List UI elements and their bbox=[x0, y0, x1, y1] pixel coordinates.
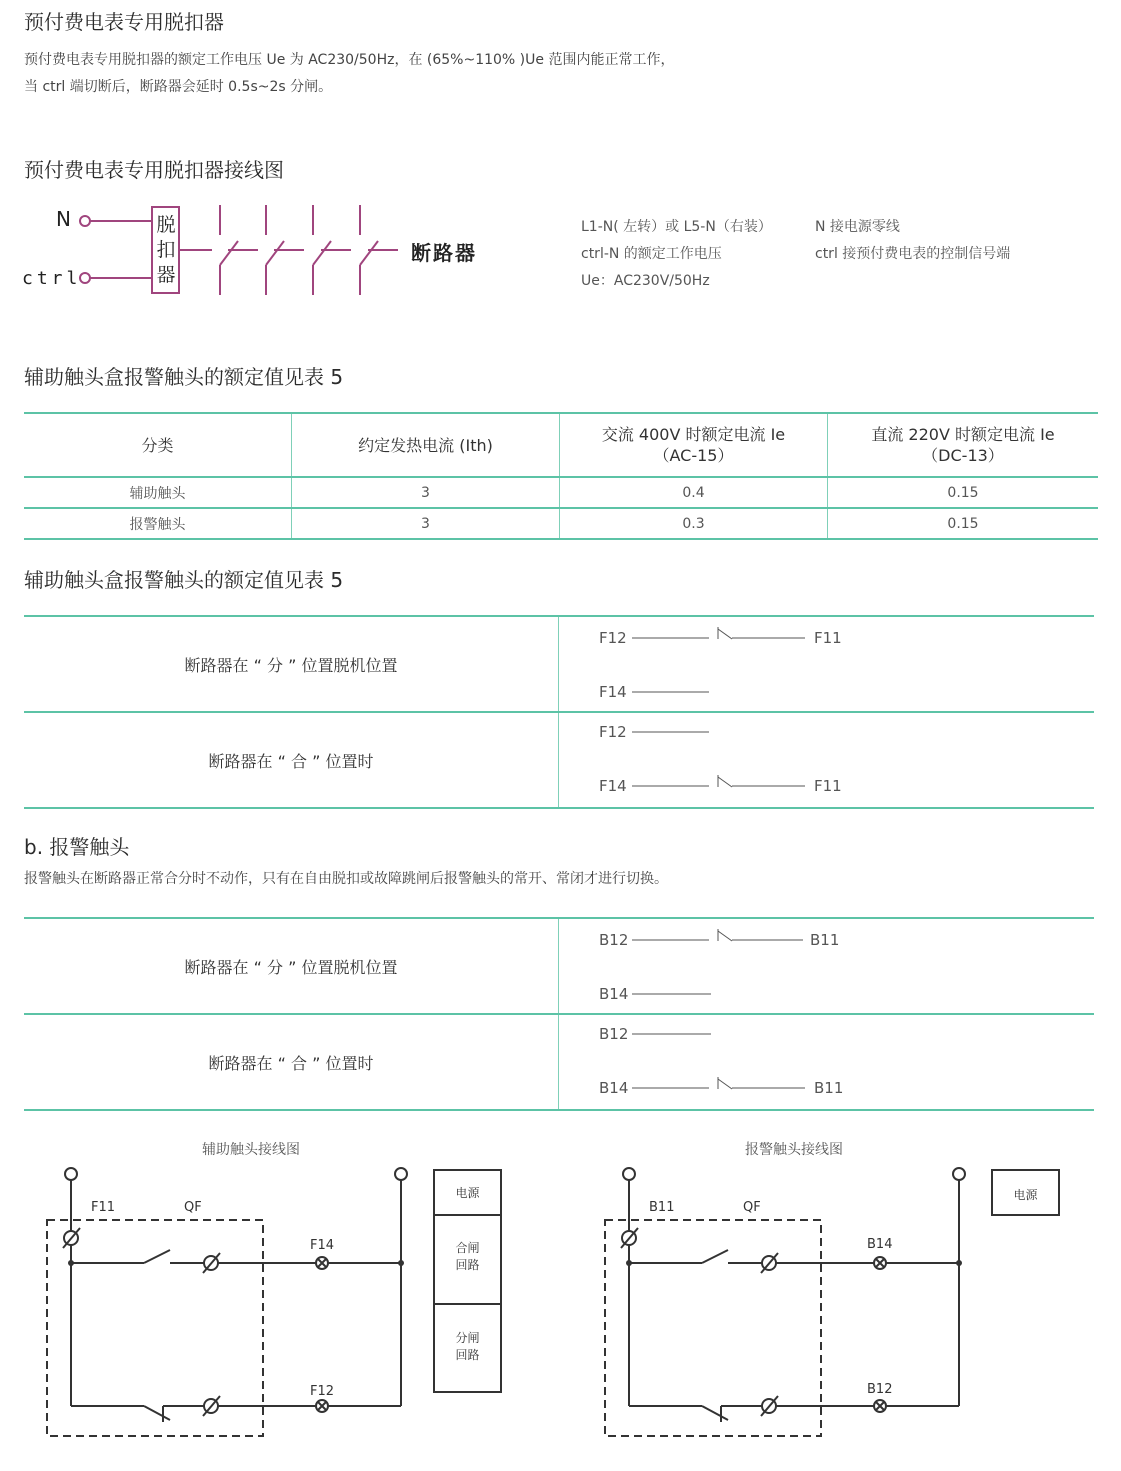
legend-power: 电源 bbox=[455, 1186, 480, 1200]
section-title-wiring: 预付费电表专用脱扣器接线图 bbox=[24, 158, 284, 182]
section-title-release: 预付费电表专用脱扣器 bbox=[24, 10, 224, 34]
terminal-bottom-left: F14 bbox=[599, 777, 627, 795]
table-row bbox=[24, 508, 1098, 539]
table-header-row bbox=[24, 413, 1098, 477]
terminal-top-right: B11 bbox=[810, 931, 840, 949]
state-row bbox=[24, 917, 1094, 1013]
release-char-2: 扣 bbox=[156, 239, 176, 261]
contact-symbol bbox=[629, 919, 809, 1013]
section-title-aux-states: 辅助触头盒报警触头的额定值见表 5 bbox=[24, 568, 344, 592]
alarm-diagram-title: 报警触头接线图 bbox=[745, 1142, 843, 1158]
lamp-top-label: F14 bbox=[310, 1238, 335, 1253]
legend-close-circuit: 合闸 回路 bbox=[455, 1241, 480, 1272]
note-left-1: L1-N( 左转）或 L5-N（右装） bbox=[581, 219, 772, 235]
state-name: 断路器在 “ 合 ” 位置时 bbox=[208, 751, 374, 771]
legend-power: 电源 bbox=[1013, 1188, 1038, 1202]
state-row bbox=[24, 615, 1094, 711]
breaker-label: QF bbox=[743, 1200, 761, 1215]
terminal-top-left: B12 bbox=[599, 1025, 629, 1043]
header-category: 分类 bbox=[141, 435, 174, 455]
contact-label: B11 bbox=[649, 1200, 675, 1215]
state-row bbox=[24, 1013, 1094, 1111]
terminal-bottom-left: B14 bbox=[599, 1079, 629, 1097]
contact-symbol bbox=[629, 1015, 809, 1109]
terminal-bottom-right: B11 bbox=[814, 1079, 844, 1097]
terminal-ctrl-circle bbox=[80, 273, 90, 283]
terminal-bottom-right: F11 bbox=[814, 777, 842, 795]
terminal-bottom-left: B14 bbox=[599, 985, 629, 1003]
cell-category: 报警触头 bbox=[129, 516, 186, 533]
release-description-line-1: 预付费电表专用脱扣器的额定工作电压 Ue 为 AC230/50Hz，在 (65%~110% )Ue 范围内能正常工作， bbox=[24, 52, 675, 68]
contact-label: F11 bbox=[91, 1200, 116, 1215]
note-right-2: ctrl 接预付费电表的控制信号端 bbox=[815, 246, 1011, 262]
terminal-ctrl-label: ctrl bbox=[22, 268, 82, 289]
table-row bbox=[24, 477, 1098, 508]
release-wiring-diagram bbox=[0, 195, 520, 305]
contact-symbol bbox=[629, 617, 809, 711]
cell-ith: 3 bbox=[292, 477, 560, 508]
pole-4 bbox=[360, 205, 398, 295]
header-ac15: 交流 400V 时额定电流 Ie （AC-15） bbox=[560, 413, 828, 477]
terminal-top-left: F12 bbox=[599, 723, 627, 741]
lamp-top-label: B14 bbox=[867, 1237, 893, 1252]
state-name: 断路器在 “ 分 ” 位置脱机位置 bbox=[184, 957, 398, 977]
cell-category: 辅助触头 bbox=[129, 485, 186, 502]
cell-dc13: 0.15 bbox=[828, 508, 1099, 539]
header-ith: 约定发热电流 (Ith) bbox=[292, 413, 560, 477]
release-box-label bbox=[155, 213, 177, 288]
state-name: 断路器在 “ 合 ” 位置时 bbox=[208, 1053, 374, 1073]
rating-table bbox=[24, 412, 1098, 540]
section-title-alarm: b. 报警触头 bbox=[24, 835, 130, 859]
wiring-notes-right bbox=[815, 214, 1010, 268]
contact-symbol bbox=[629, 713, 809, 807]
terminal-top-left: B12 bbox=[599, 931, 629, 949]
note-left-3: Ue：AC230V/50Hz bbox=[581, 273, 710, 289]
alarm-state-table bbox=[24, 917, 1094, 1111]
aux-contact-diagram bbox=[0, 1130, 520, 1460]
pole-2 bbox=[266, 205, 304, 295]
terminal-top-left: F12 bbox=[599, 629, 627, 647]
alarm-circuit-svg bbox=[580, 1130, 1080, 1460]
alarm-description: 报警触头在断路器正常合分时不动作，只有在自由脱扣或故障跳闸后报警触头的常开、常闭才进行切换。 bbox=[24, 871, 668, 887]
legend-open-circuit: 分闸 回路 bbox=[455, 1331, 480, 1362]
note-left-2: ctrl-N 的额定工作电压 bbox=[581, 246, 722, 262]
aux-circuit-svg bbox=[0, 1130, 520, 1460]
section-title-table5: 辅助触头盒报警触头的额定值见表 5 bbox=[24, 365, 344, 389]
terminal-n-circle bbox=[80, 216, 90, 226]
pole-1 bbox=[220, 205, 258, 295]
cell-ac15: 0.4 bbox=[560, 477, 828, 508]
aux-diagram-title: 辅助触头接线图 bbox=[202, 1142, 300, 1158]
breaker-label: 断路器 bbox=[411, 241, 477, 265]
cell-dc13: 0.15 bbox=[828, 477, 1099, 508]
release-char-1: 脱 bbox=[156, 214, 176, 236]
alarm-contact-diagram bbox=[580, 1130, 1080, 1460]
header-dc13: 直流 220V 时额定电流 Ie （DC-13） bbox=[828, 413, 1099, 477]
pole-3 bbox=[313, 205, 351, 295]
state-name: 断路器在 “ 分 ” 位置脱机位置 bbox=[184, 655, 398, 675]
note-right-1: N 接电源零线 bbox=[815, 219, 900, 235]
state-row bbox=[24, 711, 1094, 809]
lamp-bottom-label: B12 bbox=[867, 1382, 893, 1397]
cell-ith: 3 bbox=[292, 508, 560, 539]
terminal-n-label: N bbox=[56, 207, 71, 231]
aux-state-table bbox=[24, 615, 1094, 809]
breaker-label: QF bbox=[184, 1200, 202, 1215]
release-char-3: 器 bbox=[156, 264, 176, 286]
wiring-notes-left bbox=[581, 214, 772, 295]
cell-ac15: 0.3 bbox=[560, 508, 828, 539]
terminal-top-right: F11 bbox=[814, 629, 842, 647]
terminal-bottom-left: F14 bbox=[599, 683, 627, 701]
release-description-line-2: 当 ctrl 端切断后，断路器会延时 0.5s~2s 分闸。 bbox=[24, 79, 333, 95]
lamp-bottom-label: F12 bbox=[310, 1384, 335, 1399]
